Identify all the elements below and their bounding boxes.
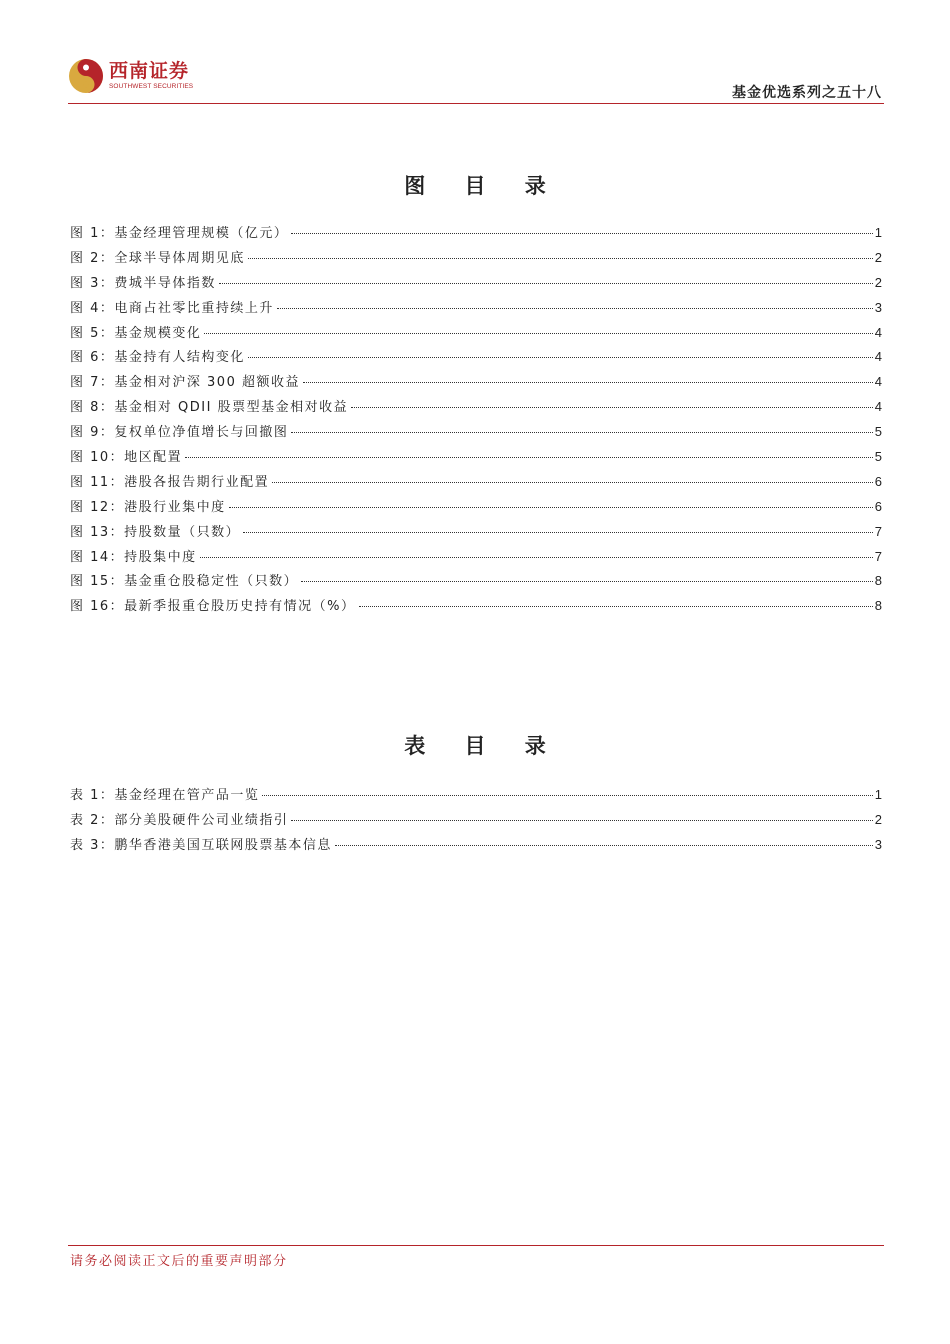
- toc-leader-dots: [243, 532, 873, 533]
- figures-toc-list: [70, 222, 882, 620]
- toc-entry-label: 图 7：基金相对沪深 300 超额收益: [70, 375, 300, 391]
- toc-leader-dots: [185, 457, 873, 458]
- toc-entry-label: 图 14：持股集中度: [70, 549, 197, 565]
- toc-entry-label: 图 1：基金经理管理规模（亿元）: [70, 226, 289, 241]
- toc-entry-page: 3: [874, 836, 882, 852]
- logo-name-cn: 西南证券: [109, 59, 190, 82]
- toc-entry-page: 4: [874, 349, 882, 365]
- toc-entry-page: 8: [874, 598, 882, 614]
- toc-entry-figure-14[interactable]: [70, 546, 882, 571]
- toc-entry-page: 2: [874, 249, 882, 265]
- toc-entry-figure-7[interactable]: [70, 371, 882, 396]
- toc-entry-figure-13[interactable]: [70, 521, 882, 546]
- toc-entry-page: 2: [874, 811, 882, 827]
- toc-entry-table-1[interactable]: [70, 784, 882, 809]
- footer-divider: [68, 1245, 884, 1246]
- toc-leader-dots: [303, 382, 873, 383]
- toc-leader-dots: [229, 507, 873, 508]
- toc-entry-label: 图 8：基金相对 QDII 股票型基金相对收益: [70, 400, 349, 416]
- toc-entry-page: 6: [874, 498, 882, 514]
- toc-entry-page: 7: [874, 548, 882, 564]
- toc-entry-page: 7: [874, 523, 882, 539]
- toc-leader-dots: [291, 432, 872, 433]
- toc-entry-figure-9[interactable]: [70, 421, 882, 446]
- toc-entry-figure-2[interactable]: [70, 247, 882, 272]
- toc-entry-figure-15[interactable]: [70, 570, 882, 595]
- toc-leader-dots: [204, 333, 872, 334]
- toc-entry-figure-12[interactable]: [70, 496, 882, 521]
- toc-entry-label: 表 1：基金经理在管产品一览: [70, 788, 260, 803]
- tables-toc-title: [0, 730, 950, 760]
- toc-entry-label: 图 16：最新季报重仓股历史持有情况（%）: [70, 599, 356, 615]
- toc-entry-label: 图 15：基金重仓股稳定性（只数）: [70, 574, 299, 590]
- toc-entry-figure-6[interactable]: [70, 346, 882, 371]
- toc-entry-label: 图 3：费城半导体指数: [70, 275, 216, 291]
- toc-entry-page: 8: [874, 573, 882, 589]
- page-header: [68, 56, 884, 102]
- toc-entry-page: 5: [874, 424, 882, 440]
- logo-emblem-icon: [68, 58, 104, 94]
- tables-toc-list: [70, 784, 882, 859]
- toc-entry-page: 1: [874, 225, 882, 240]
- figures-toc-title: [0, 170, 950, 200]
- toc-leader-dots: [291, 233, 872, 234]
- toc-entry-page: 4: [874, 399, 882, 415]
- toc-entry-figure-5[interactable]: [70, 322, 882, 347]
- header-divider: [68, 103, 884, 104]
- toc-entry-label: 图 6：基金持有人结构变化: [70, 350, 245, 366]
- toc-entry-figure-4[interactable]: [70, 297, 882, 322]
- toc-entry-figure-1[interactable]: [70, 222, 882, 247]
- toc-entry-figure-10[interactable]: [70, 446, 882, 471]
- toc-leader-dots: [262, 795, 872, 796]
- toc-leader-dots: [248, 357, 873, 358]
- toc-entry-figure-16[interactable]: [70, 595, 882, 620]
- toc-entry-label: 表 2：部分美股硬件公司业绩指引: [70, 812, 289, 828]
- toc-leader-dots: [277, 308, 873, 309]
- toc-entry-page: 3: [874, 299, 882, 315]
- toc-entry-label: 图 9：复权单位净值增长与回撤图: [70, 425, 289, 441]
- series-title: 基金优选系列之五十八: [732, 85, 882, 101]
- toc-entry-table-2[interactable]: [70, 809, 882, 834]
- toc-entry-label: 图 10：地区配置: [70, 450, 183, 466]
- toc-leader-dots: [359, 606, 873, 607]
- toc-leader-dots: [219, 283, 873, 284]
- toc-leader-dots: [272, 482, 873, 483]
- toc-entry-figure-8[interactable]: [70, 396, 882, 421]
- company-logo: [68, 56, 193, 96]
- toc-entry-figure-3[interactable]: [70, 272, 882, 297]
- toc-entry-page: 6: [874, 473, 882, 489]
- toc-entry-label: 图 5：基金规模变化: [70, 325, 202, 341]
- toc-leader-dots: [291, 820, 872, 821]
- logo-text-block: [109, 59, 194, 91]
- figures-toc-title-text: 图 目 录: [404, 173, 562, 198]
- toc-entry-figure-11[interactable]: [70, 471, 882, 496]
- tables-toc-title-text: 表 目 录: [404, 733, 562, 758]
- toc-entry-table-3[interactable]: [70, 834, 882, 859]
- toc-leader-dots: [248, 258, 873, 259]
- toc-entry-label: 图 2：全球半导体周期见底: [70, 250, 245, 266]
- toc-entry-page: 4: [874, 324, 882, 340]
- footer-disclaimer: 请务必阅读正文后的重要声明部分: [70, 1254, 288, 1269]
- toc-entry-page: 2: [874, 274, 882, 290]
- toc-leader-dots: [335, 845, 873, 846]
- toc-leader-dots: [301, 581, 873, 582]
- toc-entry-label: 图 12：港股行业集中度: [70, 499, 226, 515]
- toc-entry-page: 4: [874, 374, 882, 390]
- toc-leader-dots: [200, 557, 873, 558]
- toc-entry-label: 表 3：鹏华香港美国互联网股票基本信息: [70, 837, 332, 853]
- toc-entry-label: 图 13：持股数量（只数）: [70, 524, 241, 540]
- toc-entry-page: 5: [874, 449, 882, 465]
- toc-entry-page: 1: [874, 787, 882, 802]
- logo-name-en: SOUTHWEST SECURITIES: [109, 82, 194, 90]
- toc-leader-dots: [351, 407, 873, 408]
- toc-entry-label: 图 4：电商占社零比重持续上升: [70, 300, 274, 316]
- toc-entry-label: 图 11：港股各报告期行业配置: [70, 474, 270, 490]
